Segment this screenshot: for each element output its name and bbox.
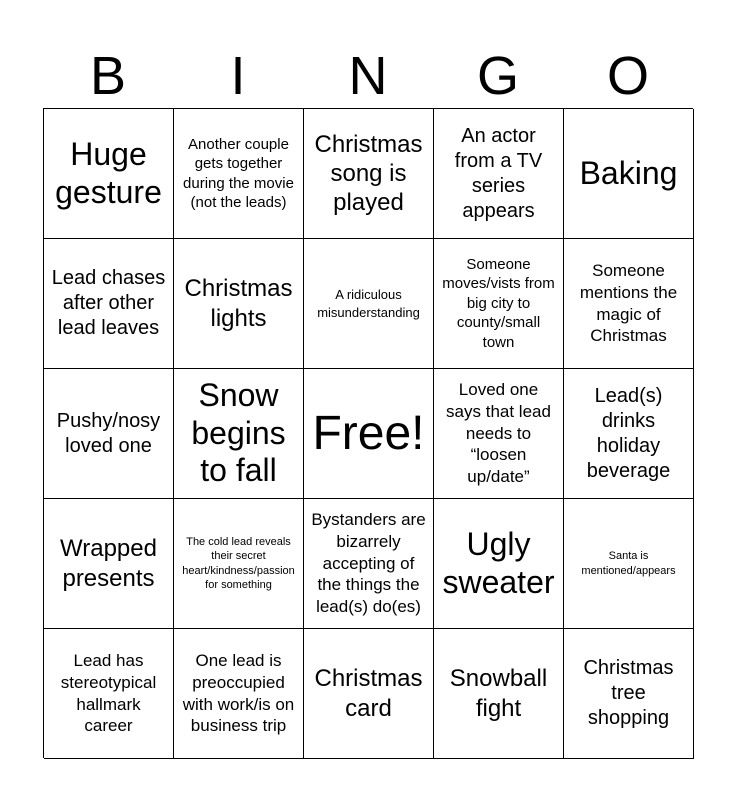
bingo-cell[interactable]: Bystanders are bizarrely accepting of the things the lead(s) do(es) xyxy=(304,499,434,629)
header-letter-o: O xyxy=(606,46,649,106)
bingo-cell[interactable]: Someone moves/vists from big city to county/small town xyxy=(434,239,564,369)
bingo-cell[interactable]: Lead chases after other lead leaves xyxy=(44,239,174,369)
free-space[interactable]: Free! xyxy=(304,369,434,499)
bingo-cell[interactable]: Snowball fight xyxy=(434,629,564,759)
bingo-cell[interactable]: Wrapped presents xyxy=(44,499,174,629)
header-letter-g: G xyxy=(476,46,519,106)
bingo-cell[interactable]: Lead has stereotypical hallmark career xyxy=(44,629,174,759)
bingo-cell[interactable]: The cold lead reveals their secret heart/kindness/passion for something xyxy=(174,499,304,629)
bingo-cell[interactable]: Huge gesture xyxy=(44,109,174,239)
bingo-cell[interactable]: Someone mentions the magic of Christmas xyxy=(564,239,694,369)
bingo-cell[interactable]: Christmas lights xyxy=(174,239,304,369)
bingo-cell[interactable]: Pushy/nosy loved one xyxy=(44,369,174,499)
bingo-cell[interactable]: One lead is preoccupied with work/is on business trip xyxy=(174,629,304,759)
bingo-cell[interactable]: Lead(s) drinks holiday beverage xyxy=(564,369,694,499)
bingo-cell[interactable]: Christmas card xyxy=(304,629,434,759)
header-letter-i: I xyxy=(230,46,246,106)
bingo-board xyxy=(43,108,693,758)
bingo-cell[interactable]: Ugly sweater xyxy=(434,499,564,629)
bingo-cell[interactable]: Christmas song is played xyxy=(304,109,434,239)
bingo-cell[interactable]: Christmas tree shopping xyxy=(564,629,694,759)
bingo-cell[interactable]: Santa is mentioned/appears xyxy=(564,499,694,629)
bingo-cell[interactable]: Baking xyxy=(564,109,694,239)
header-letter-n: N xyxy=(348,46,388,106)
bingo-header xyxy=(43,44,693,108)
bingo-cell[interactable]: Snow begins to fall xyxy=(174,369,304,499)
bingo-cell[interactable]: A ridiculous misunderstanding xyxy=(304,239,434,369)
header-letter-b: B xyxy=(89,46,127,106)
bingo-cell[interactable]: An actor from a TV series appears xyxy=(434,109,564,239)
bingo-cell[interactable]: Loved one says that lead needs to “loosen up/date” xyxy=(434,369,564,499)
bingo-cell[interactable]: Another couple gets together during the movie (not the leads) xyxy=(174,109,304,239)
